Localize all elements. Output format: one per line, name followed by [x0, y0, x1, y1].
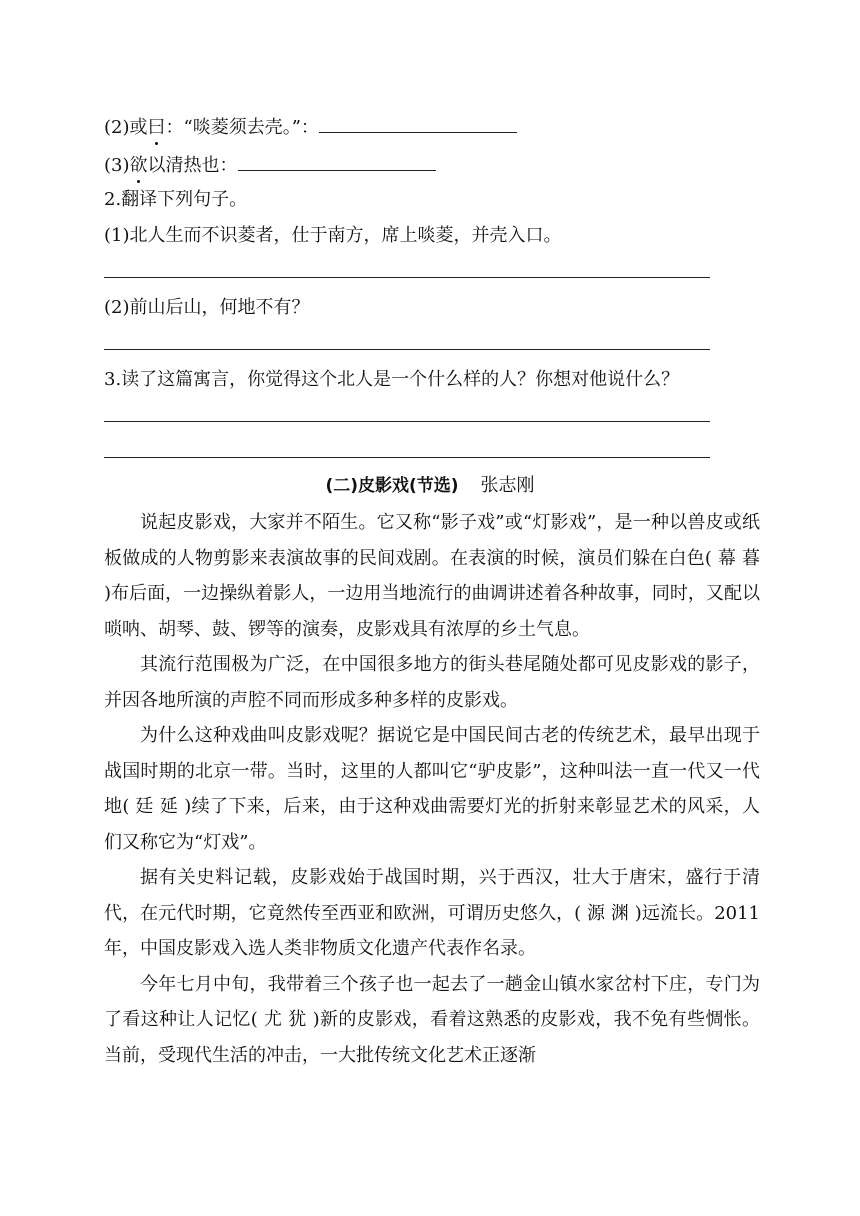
- q1-item3-prefix: (3): [104, 155, 130, 176]
- paragraph: 说起皮影戏，大家并不陌生。它又称“影子戏”或“灯影戏”，是一种以兽皮或纸板做成的人物剪影来表演故事的民间戏剧。在表演的时候，演员们躲在白色( 幕 暮 )布后面，一边操纵着影人，一边用当地流行的曲调讲述着各种故事，同时，又配以唢呐、胡琴、鼓、锣等的演奏，皮影戏具有浓厚的乡土气息。: [104, 512, 760, 640]
- q1-item2-text: ：“啖菱须去壳。”：: [165, 117, 319, 138]
- answer-line[interactable]: [104, 277, 710, 278]
- answer-line[interactable]: [104, 421, 710, 422]
- question-2-item-1: (1)北人生而不识菱者，仕于南方，席上啖菱，并壳入口。: [104, 225, 562, 246]
- answer-blank[interactable]: [238, 152, 436, 171]
- question-1-item-2: [104, 114, 517, 140]
- q1-item3-text: 以清热也：: [147, 155, 238, 176]
- paragraph: 今年七月中旬，我带着三个孩子也一起去了一趟金山镇水家岔村下庄，专门为了看这种让人记忆( 尤 犹 )新的皮影戏，看着这熟悉的皮影戏，我不免有些惆怅。当前，受现代生活的冲击，一大批传统文化艺术正逐渐: [104, 973, 760, 1066]
- question-2-heading: 2.翻译下列句子。: [104, 189, 248, 210]
- answer-blank[interactable]: [319, 114, 517, 133]
- paragraph: 据有关史料记载，皮影戏始于战国时期，兴于西汉，壮大于唐宋，盛行于清代，在元代时期，它竟然传至西亚和欧洲，可谓历史悠久，( 源 渊 )远流长。2011年，中国皮影戏入选人类非物质文化遗产代表作名录。: [104, 867, 760, 959]
- q1-item2-dotted-char: 曰: [147, 117, 166, 138]
- question-1-item-3: [104, 152, 436, 178]
- q1-item3-dotted-char: 欲: [129, 155, 148, 176]
- question-2-item-2: (2)前山后山，何地不有？: [104, 297, 310, 318]
- article-heading: (二)皮影戏(节选): [325, 476, 459, 496]
- article-title: [0, 474, 860, 498]
- q1-item2-prefix: (2)或: [104, 117, 148, 138]
- paragraph: 为什么这种戏曲叫皮影戏呢？据说它是中国民间古老的传统艺术，最早出现于战国时期的北京一带。当时，这里的人都叫它“驴皮影”，这种叫法一直一代又一代地( 廷 延 )续了下来，后来，由于这种戏曲需要灯光的折射来彰显艺术的风采，人们又称它为“灯戏”。: [104, 725, 760, 853]
- article-author: 张志刚: [480, 475, 535, 496]
- question-3-heading: 3.读了这篇寓言，你觉得这个北人是一个什么样的人？你想对他说什么？: [104, 369, 680, 390]
- article-body: [104, 505, 760, 1073]
- answer-line[interactable]: [104, 349, 710, 350]
- answer-line[interactable]: [104, 457, 710, 458]
- paragraph: 其流行范围极为广泛，在中国很多地方的街头巷尾随处都可见皮影戏的影子，并因各地所演的声腔不同而形成多种多样的皮影戏。: [104, 654, 760, 711]
